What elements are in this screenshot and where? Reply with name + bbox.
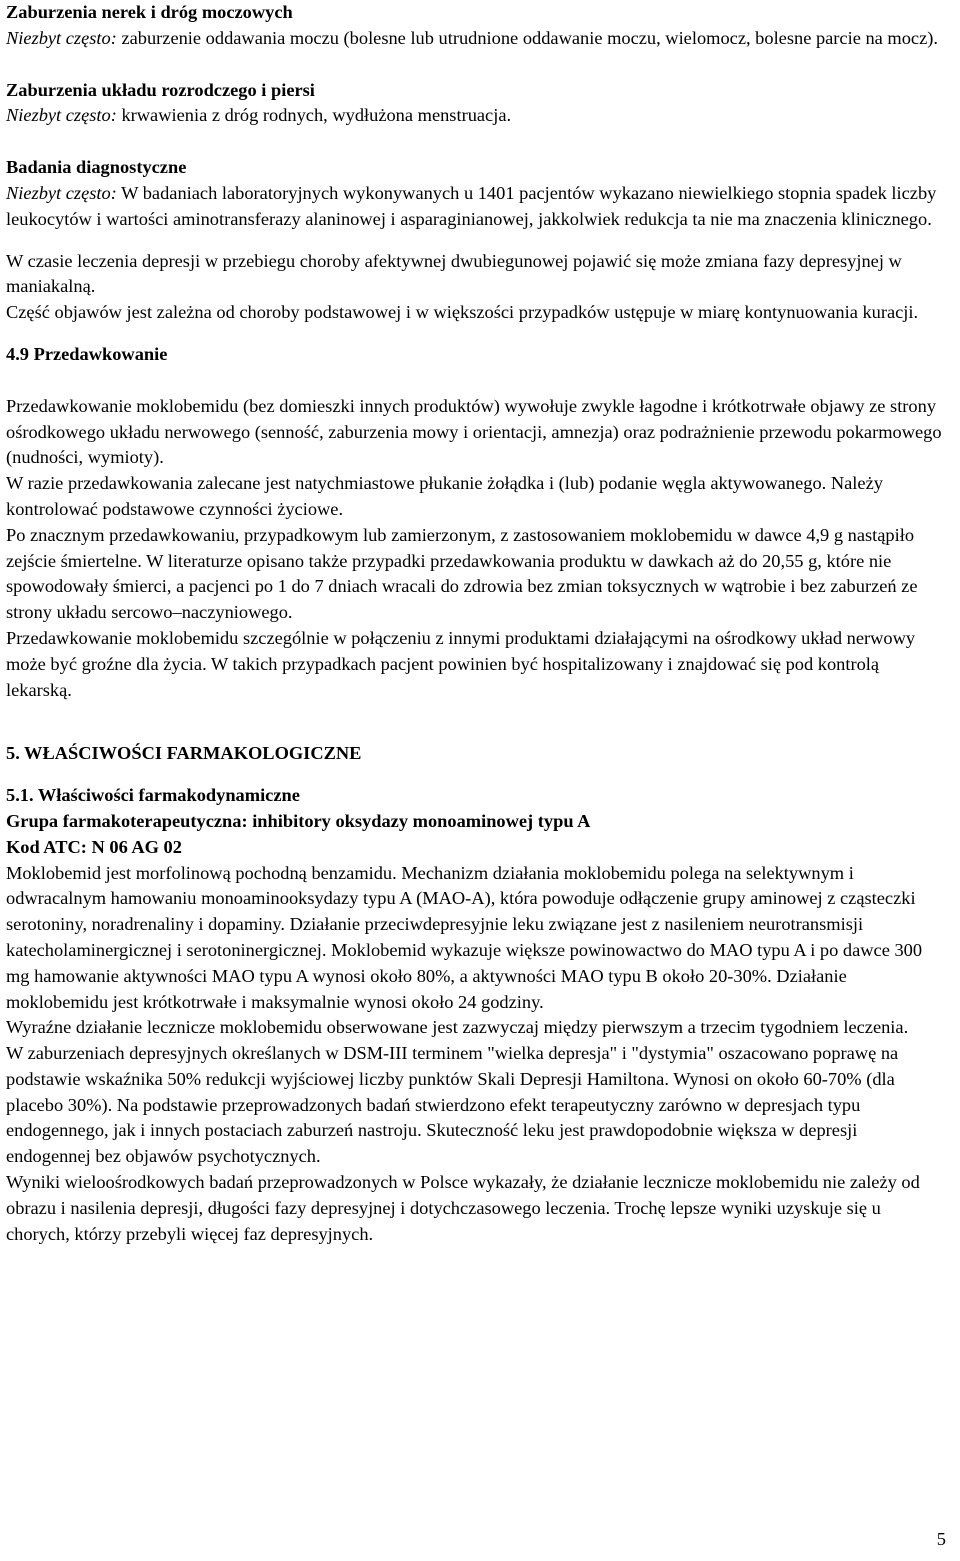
frequency-label: Niezbyt często:: [6, 182, 117, 203]
atc-code: Kod ATC: N 06 AG 02: [6, 836, 182, 857]
document-body: [6, 0, 946, 1247]
subsection-heading: 5.1. Właściwości farmakodynamiczne: [6, 785, 300, 806]
paragraph: Przedawkowanie moklobemidu szczególnie w połączeniu z innymi produktami działającymi na ośrodkowy układ nerwowy może być groźne dla życia. W takich przypadkach pacjent powinien być hospitalizowany i znajdować się pod kontrolą lekarską.: [6, 627, 916, 700]
paragraph: Po znacznym przedawkowaniu, przypadkowym lub zamierzonym, z zastosowaniem moklobemidu w dawce 4,9 g nastąpiło zejście śmiertelne. W literaturze opisano także przypadki przedawkowania produktu w dawkach aż do 20,55 g, które nie spowodowały śmierci, a pacjenci po 1 do 7 dniach wracali do zdrowia bez zmian toksycznych w wątrobie i bez zaburzeń ze strony układu sercowo–naczyniowego.: [6, 524, 918, 623]
section-heading: Badania diagnostyczne: [6, 157, 187, 178]
paragraph: W razie przedawkowania zalecane jest natychmiastowe płukanie żołądka i (lub) podanie węgla aktywowanego. Należy kontrolować podstawowe czynności życiowe.: [6, 473, 883, 519]
page-number: 5: [936, 1529, 946, 1550]
paragraph-text: W badaniach laboratoryjnych wykonywanych u 1401 pacjentów wykazano niewielkiego stopnia spadek liczby leukocytów i wartości aminotransferazy alaninowej i asparaginianowej, jakkolwiek redukcja ta nie ma znaczenia klinicznego.: [6, 182, 937, 229]
pharmacotherapeutic-group: Grupa farmakoterapeutyczna: inhibitory oksydazy monoaminowej typu A: [6, 810, 591, 831]
section-heading: Zaburzenia układu rozrodczego i piersi: [6, 79, 315, 100]
section-overdose: [6, 342, 946, 703]
paragraph: [6, 181, 946, 233]
section-bipolar: [6, 249, 946, 326]
section-diagnostics: [6, 155, 946, 232]
section-pharmacology: [6, 741, 946, 1247]
paragraph: Przedawkowanie moklobemidu (bez domieszki innych produktów) wywołuje zwykle łagodne i krótkotrwałe objawy ze strony ośrodkowego układu nerwowego (senność, zaburzenia mowy i orientacji, amnezja) oraz podrażnienie przewodu pokarmowego (nudności, wymioty).: [6, 395, 942, 468]
paragraph: [6, 103, 946, 129]
section-heading: Zaburzenia nerek i dróg moczowych: [6, 2, 293, 22]
paragraph-text: zaburzenie oddawania moczu (bolesne lub utrudnione oddawanie moczu, wielomocz, bolesne parcie na mocz).: [116, 27, 938, 48]
paragraph: Wyniki wieloośrodkowych badań przeprowadzonych w Polsce wykazały, że działanie lecznicze moklobemidu nie zależy od obrazu i nasilenia depresji, długości fazy depresyjnej i dotychczasowego leczenia. Trochę lepsze wyniki uzyskuje się u chorych, którzy przebyli więcej faz depresyjnych.: [6, 1172, 920, 1244]
frequency-label: Niezbyt często:: [6, 105, 117, 126]
paragraph: W czasie leczenia depresji w przebiegu choroby afektywnej dwubiegunowej pojawić się może zmiana fazy depresyjnej w maniakalną.: [6, 250, 902, 297]
paragraph: Wyraźne działanie lecznicze moklobemidu obserwowane jest zazwyczaj między pierwszym a trzecim tygodniem leczenia.: [6, 1017, 909, 1038]
paragraph: Moklobemid jest morfolinową pochodną benzamidu. Mechanizm działania moklobemidu polega na selektywnym i odwracalnym hamowaniu monoaminooksydazy typu A (MAO-A), która powoduje odłączenie grupy aminowej z cząsteczki serotoniny, noradrenaliny i dopaminy. Działanie przeciwdepresyjnie leku związane jest z nasileniem neurotransmisji katecholaminergicznej i serotoninergicznej. Moklobemid wykazuje większe powinowactwo do MAO typu A i po dawce 300 mg hamowanie aktywności MAO typu A wynosi około 80%, a aktywności MAO typu B około 20-30%. Działanie moklobemidu jest krótkotrwałe i maksymalnie wynosi około 24 godziny.: [6, 862, 923, 1012]
frequency-label: Niezbyt często:: [6, 27, 117, 48]
section-renal: [6, 0, 946, 52]
chapter-heading: 5. WŁAŚCIWOŚCI FARMAKOLOGICZNE: [6, 743, 362, 764]
section-heading: 4.9 Przedawkowanie: [6, 343, 168, 364]
paragraph: [6, 26, 946, 52]
paragraph: Część objawów jest zależna od choroby podstawowej i w większości przypadków ustępuje w miarę kontynuowania kuracji.: [6, 302, 919, 323]
section-reproductive: [6, 78, 946, 130]
paragraph: W zaburzeniach depresyjnych określanych w DSM-III terminem "wielka depresja" i "dystymia" oszacowano poprawę na podstawie wskaźnika 50% redukcji wyjściowej liczby punktów Skali Depresji Hamiltona. Wynosi on około 60-70% (dla placebo 30%). Na podstawie przeprowadzonych badań stwierdzono efekt terapeutyczny zarówno w depresjach typu endogennego, jak i innych postaciach zaburzeń nastroju. Skuteczność leku jest prawdopodobnie większa w depresji endogennej bez objawów psychotycznych.: [6, 1043, 899, 1167]
paragraph-text: krwawienia z dróg rodnych, wydłużona menstruacja.: [116, 105, 512, 126]
